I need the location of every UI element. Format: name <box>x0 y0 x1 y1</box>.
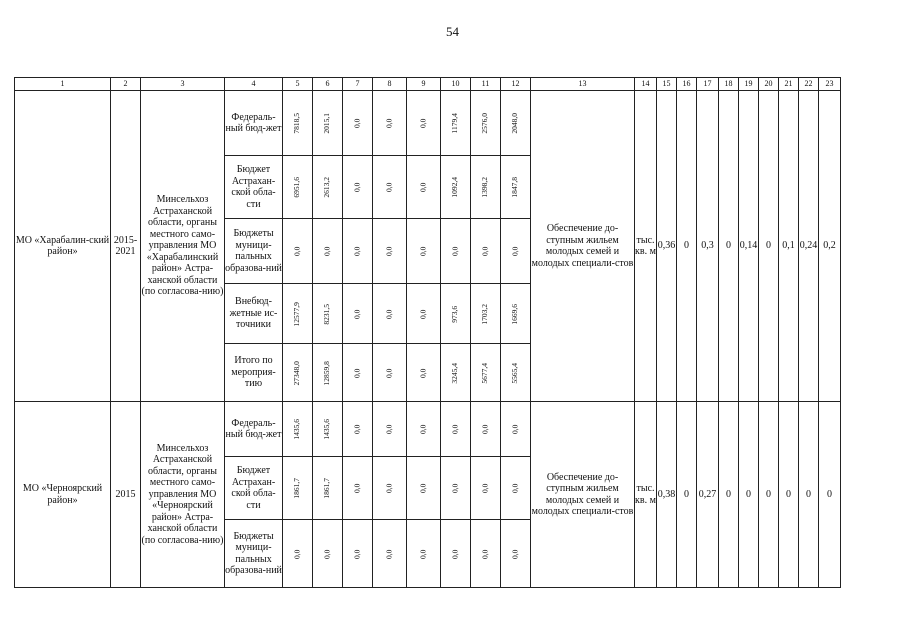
amount-value: 0,0 <box>384 424 394 435</box>
funding-source-cell: Внебюд-жетные ис-точники <box>225 284 283 344</box>
amount-cell <box>283 457 313 520</box>
amount-value: 0,0 <box>510 246 520 257</box>
executor-cell: Минсельхоз Астраханской области, органы местного само-управления МО «Харабалинский район» Астра-ханской области (по согласова-нию) <box>141 91 225 402</box>
amount-cell <box>441 344 471 402</box>
indicator-cell: 0 <box>779 402 799 588</box>
col-header: 2 <box>111 78 141 91</box>
amount-value: 1092,4 <box>450 177 460 198</box>
indicator-cell: 0,38 <box>657 402 677 588</box>
amount-cell <box>501 219 531 284</box>
amount-value: 8231,5 <box>322 303 332 325</box>
amount-value: 0,0 <box>418 424 428 435</box>
amount-value: 1703,2 <box>480 303 490 325</box>
amount-value: 0,0 <box>384 118 394 129</box>
col-header: 22 <box>799 78 819 91</box>
amount-value: 1847,8 <box>510 177 520 198</box>
funding-source-cell: Итого по мероприя-тию <box>225 344 283 402</box>
years-cell: 2015 <box>111 402 141 588</box>
amount-cell <box>373 156 407 219</box>
amount-cell <box>343 284 373 344</box>
funding-source-cell: Бюджеты муници-пальных образова-ний <box>225 219 283 284</box>
amount-cell <box>343 219 373 284</box>
amount-cell <box>407 457 441 520</box>
col-header: 9 <box>407 78 441 91</box>
col-header: 21 <box>779 78 799 91</box>
amount-value: 0,0 <box>450 483 460 494</box>
amount-value: 0,0 <box>384 309 394 319</box>
amount-value: 0,0 <box>418 309 428 319</box>
col-header: 20 <box>759 78 779 91</box>
funding-source-cell: Бюджет Астрахан-ской обла-сти <box>225 457 283 520</box>
amount-value: 1861,7 <box>322 478 332 499</box>
amount-cell <box>471 457 501 520</box>
amount-cell <box>501 284 531 344</box>
amount-cell <box>283 344 313 402</box>
amount-value: 0,0 <box>352 483 362 494</box>
col-header: 15 <box>657 78 677 91</box>
years-cell: 2015-2021 <box>111 91 141 402</box>
amount-cell <box>373 457 407 520</box>
amount-cell <box>471 344 501 402</box>
indicator-cell: 0,24 <box>799 91 819 402</box>
amount-value: 0,0 <box>418 483 428 494</box>
indicator-cell: 0 <box>759 402 779 588</box>
amount-cell <box>407 91 441 156</box>
amount-cell <box>343 156 373 219</box>
amount-value: 0,0 <box>352 368 362 378</box>
unit-cell: тыс. кв. м <box>635 402 657 588</box>
amount-cell <box>343 91 373 156</box>
amount-value: 0,0 <box>352 182 362 193</box>
amount-cell <box>407 156 441 219</box>
indicator-cell: 0 <box>739 402 759 588</box>
amount-cell <box>343 402 373 457</box>
indicator-cell: 0 <box>719 402 739 588</box>
amount-value: 0,0 <box>384 182 394 193</box>
amount-cell <box>313 344 343 402</box>
amount-value: 2015,1 <box>322 113 332 134</box>
indicator-cell: 0 <box>719 91 739 402</box>
indicator-cell: 0 <box>759 91 779 402</box>
amount-value: 0,0 <box>384 368 394 378</box>
amount-cell <box>441 284 471 344</box>
col-header: 19 <box>739 78 759 91</box>
amount-cell <box>373 219 407 284</box>
amount-cell <box>471 402 501 457</box>
amount-cell <box>471 91 501 156</box>
col-header: 17 <box>697 78 719 91</box>
amount-value: 12577,9 <box>292 301 302 327</box>
amount-value: 7818,5 <box>292 113 302 134</box>
col-header: 7 <box>343 78 373 91</box>
amount-cell <box>313 402 343 457</box>
amount-cell <box>501 91 531 156</box>
indicator-cell: 0 <box>677 402 697 588</box>
amount-cell <box>283 91 313 156</box>
amount-value: 0,0 <box>322 549 332 559</box>
amount-value: 0,0 <box>384 246 394 257</box>
amount-cell <box>471 219 501 284</box>
amount-value: 0,0 <box>510 483 520 494</box>
amount-value: 973,6 <box>450 305 460 323</box>
amount-value: 3245,4 <box>450 362 460 384</box>
amount-cell <box>343 344 373 402</box>
amount-value: 0,0 <box>418 246 428 257</box>
amount-value: 1669,6 <box>510 303 520 325</box>
amount-cell <box>501 520 531 588</box>
indicator-cell: 0,14 <box>739 91 759 402</box>
amount-cell <box>441 91 471 156</box>
col-header: 6 <box>313 78 343 91</box>
table-row <box>15 402 841 457</box>
indicator-cell: 0 <box>799 402 819 588</box>
amount-value: 0,0 <box>480 483 490 494</box>
amount-cell <box>501 156 531 219</box>
amount-value: 0,0 <box>384 549 394 559</box>
col-header: 23 <box>819 78 841 91</box>
amount-value: 0,0 <box>292 246 302 257</box>
amount-cell <box>501 344 531 402</box>
amount-cell <box>283 156 313 219</box>
amount-cell <box>407 219 441 284</box>
amount-cell <box>407 344 441 402</box>
indicator-cell: 0,2 <box>819 91 841 402</box>
amount-cell <box>313 457 343 520</box>
amount-value: 2576,0 <box>480 113 490 134</box>
amount-cell <box>407 520 441 588</box>
col-header: 1 <box>15 78 111 91</box>
amount-cell <box>471 284 501 344</box>
amount-value: 0,0 <box>352 309 362 319</box>
col-header: 8 <box>373 78 407 91</box>
amount-cell <box>373 91 407 156</box>
amount-value: 0,0 <box>352 118 362 129</box>
funding-source-cell: Бюджет Астрахан-ской обла-сти <box>225 156 283 219</box>
unit-cell: тыс. кв. м <box>635 91 657 402</box>
amount-value: 0,0 <box>352 246 362 257</box>
amount-value: 0,0 <box>510 424 520 435</box>
executor-cell: Минсельхоз Астраханской области, органы местного само-управления МО «Черноярский район» Астра-ханской области (по согласова-нию) <box>141 402 225 588</box>
amount-value: 0,0 <box>352 424 362 435</box>
amount-cell <box>313 219 343 284</box>
page-number: 54 <box>446 24 459 39</box>
indicator-cell: 0 <box>677 91 697 402</box>
amount-cell <box>441 219 471 284</box>
funding-source-cell: Федераль-ный бюд-жет <box>225 402 283 457</box>
amount-cell <box>501 457 531 520</box>
amount-value: 0,0 <box>480 424 490 435</box>
funding-source-cell: Бюджеты муници-пальных образова-ний <box>225 520 283 588</box>
amount-value: 0,0 <box>418 549 428 559</box>
amount-cell <box>407 284 441 344</box>
amount-cell <box>441 156 471 219</box>
amount-cell <box>343 520 373 588</box>
amount-value: 0,0 <box>352 549 362 559</box>
amount-cell <box>471 156 501 219</box>
amount-value: 2048,0 <box>510 113 520 134</box>
indicator-cell: 0,3 <box>697 91 719 402</box>
amount-cell <box>283 520 313 588</box>
amount-cell <box>407 402 441 457</box>
amount-value: 6951,6 <box>292 177 302 198</box>
amount-cell <box>441 457 471 520</box>
amount-value: 0,0 <box>418 182 428 193</box>
amount-value: 0,0 <box>292 549 302 559</box>
amount-cell <box>283 402 313 457</box>
amount-cell <box>373 344 407 402</box>
program-table <box>14 77 841 588</box>
amount-value: 0,0 <box>418 368 428 378</box>
col-header: 11 <box>471 78 501 91</box>
amount-value: 0,0 <box>384 483 394 494</box>
amount-cell <box>313 91 343 156</box>
amount-value: 0,0 <box>480 246 490 257</box>
amount-value: 0,0 <box>480 549 490 559</box>
col-header: 3 <box>141 78 225 91</box>
amount-cell <box>313 156 343 219</box>
amount-value: 1435,6 <box>292 419 302 440</box>
amount-value: 0,0 <box>450 424 460 435</box>
amount-value: 27348,0 <box>292 360 302 386</box>
column-number-row <box>15 78 841 91</box>
amount-cell <box>283 219 313 284</box>
municipality-cell: МО «Харабалин-ский район» <box>15 91 111 402</box>
col-header: 16 <box>677 78 697 91</box>
amount-cell <box>501 402 531 457</box>
amount-cell <box>441 402 471 457</box>
amount-value: 1435,6 <box>322 419 332 440</box>
col-header: 4 <box>225 78 283 91</box>
col-header: 18 <box>719 78 739 91</box>
amount-cell <box>373 402 407 457</box>
amount-cell <box>343 457 373 520</box>
amount-value: 2613,2 <box>322 177 332 198</box>
col-header: 5 <box>283 78 313 91</box>
amount-cell <box>373 284 407 344</box>
amount-cell <box>313 284 343 344</box>
indicator-cell: 0,36 <box>657 91 677 402</box>
funding-source-cell: Федераль-ный бюд-жет <box>225 91 283 156</box>
amount-cell <box>471 520 501 588</box>
amount-value: 1398,2 <box>480 177 490 198</box>
col-header: 13 <box>531 78 635 91</box>
table-row <box>15 91 841 156</box>
amount-value: 12859,8 <box>322 360 332 386</box>
amount-value: 0,0 <box>510 549 520 559</box>
amount-value: 1861,7 <box>292 478 302 499</box>
amount-value: 0,0 <box>450 246 460 257</box>
col-header: 12 <box>501 78 531 91</box>
col-header: 10 <box>441 78 471 91</box>
amount-value: 0,0 <box>418 118 428 129</box>
amount-value: 5677,4 <box>480 362 490 384</box>
municipality-cell: МО «Черноярский район» <box>15 402 111 588</box>
goal-cell: Обеспечение до-ступным жильем молодых семей и молодых специали-стов <box>531 91 635 402</box>
indicator-cell: 0 <box>819 402 841 588</box>
amount-cell <box>313 520 343 588</box>
amount-value: 1179,4 <box>450 113 460 134</box>
goal-cell: Обеспечение до-ступным жильем молодых семей и молодых специали-стов <box>531 402 635 588</box>
indicator-cell: 0,27 <box>697 402 719 588</box>
amount-cell <box>283 284 313 344</box>
col-header: 14 <box>635 78 657 91</box>
indicator-cell: 0,1 <box>779 91 799 402</box>
amount-value: 5565,4 <box>510 362 520 384</box>
amount-cell <box>373 520 407 588</box>
amount-value: 0,0 <box>322 246 332 257</box>
amount-value: 0,0 <box>450 549 460 559</box>
amount-cell <box>441 520 471 588</box>
